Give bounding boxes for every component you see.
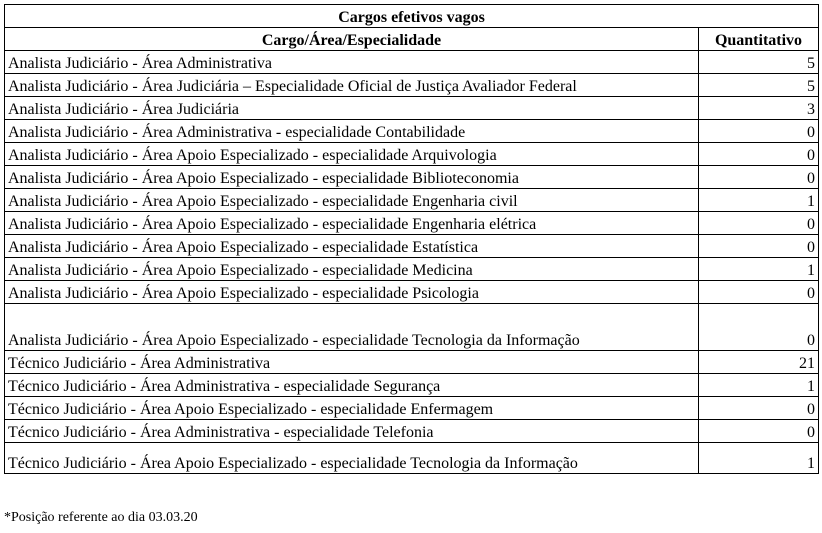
quantitativo-cell: 21 xyxy=(699,351,819,374)
cargo-cell: Analista Judiciário - Área Administrativa xyxy=(5,51,699,74)
footnote: *Posição referente ao dia 03.03.20 xyxy=(4,510,198,525)
table-row xyxy=(5,235,819,258)
table-row xyxy=(5,374,819,397)
quantitativo-cell: 0 xyxy=(699,143,819,166)
table-row xyxy=(5,143,819,166)
quantitativo-cell: 0 xyxy=(699,166,819,189)
cargo-cell: Analista Judiciário - Área Apoio Especializado - especialidade Arquivologia xyxy=(5,143,699,166)
cargo-cell: Analista Judiciário - Área Apoio Especializado - especialidade Engenharia civil xyxy=(5,189,699,212)
cargo-cell: Técnico Judiciário - Área Apoio Especializado - especialidade Tecnologia da Informação xyxy=(5,443,699,474)
quantitativo-cell: 1 xyxy=(699,189,819,212)
quantitativo-cell: 0 xyxy=(699,420,819,443)
table-title: Cargos efetivos vagos xyxy=(5,5,819,28)
cargo-cell: Analista Judiciário - Área Administrativa - especialidade Contabilidade xyxy=(5,120,699,143)
quantitativo-cell: 0 xyxy=(699,397,819,420)
table-row xyxy=(5,443,819,474)
quantitativo-cell: 0 xyxy=(699,304,819,351)
table-row xyxy=(5,51,819,74)
column-header-quantitativo: Quantitativo xyxy=(699,28,819,51)
table-row xyxy=(5,166,819,189)
cargo-cell: Analista Judiciário - Área Judiciária – Especialidade Oficial de Justiça Avaliador Federal xyxy=(5,74,699,97)
table-row xyxy=(5,397,819,420)
cargo-cell: Analista Judiciário - Área Apoio Especializado - especialidade Estatística xyxy=(5,235,699,258)
column-header-cargo: Cargo/Área/Especialidade xyxy=(5,28,699,51)
table-row xyxy=(5,212,819,235)
quantitativo-cell: 1 xyxy=(699,258,819,281)
cargo-cell: Técnico Judiciário - Área Administrativa - especialidade Segurança xyxy=(5,374,699,397)
cargo-cell: Analista Judiciário - Área Judiciária xyxy=(5,97,699,120)
quantitativo-cell: 0 xyxy=(699,281,819,304)
table-row xyxy=(5,304,819,351)
table-row xyxy=(5,281,819,304)
quantitativo-cell: 5 xyxy=(699,74,819,97)
quantitativo-cell: 0 xyxy=(699,212,819,235)
table-row xyxy=(5,74,819,97)
cargo-cell: Técnico Judiciário - Área Administrativa - especialidade Telefonia xyxy=(5,420,699,443)
cargo-cell: Analista Judiciário - Área Apoio Especializado - especialidade Psicologia xyxy=(5,281,699,304)
table-row xyxy=(5,120,819,143)
quantitativo-cell: 5 xyxy=(699,51,819,74)
quantitativo-cell: 0 xyxy=(699,235,819,258)
quantitativo-cell: 1 xyxy=(699,374,819,397)
table-header-row xyxy=(5,28,819,51)
cargo-cell: Analista Judiciário - Área Apoio Especializado - especialidade Medicina xyxy=(5,258,699,281)
table-row xyxy=(5,97,819,120)
vacancies-table-wrapper xyxy=(4,4,818,474)
table-row xyxy=(5,258,819,281)
quantitativo-cell: 1 xyxy=(699,443,819,474)
cargo-cell: Analista Judiciário - Área Apoio Especializado - especialidade Tecnologia da Informação xyxy=(5,304,699,351)
cargo-cell: Técnico Judiciário - Área Administrativa xyxy=(5,351,699,374)
cargo-cell: Analista Judiciário - Área Apoio Especializado - especialidade Biblioteconomia xyxy=(5,166,699,189)
quantitativo-cell: 3 xyxy=(699,97,819,120)
cargo-cell: Técnico Judiciário - Área Apoio Especializado - especialidade Enfermagem xyxy=(5,397,699,420)
table-row xyxy=(5,420,819,443)
cargo-cell: Analista Judiciário - Área Apoio Especializado - especialidade Engenharia elétrica xyxy=(5,212,699,235)
table-title-row xyxy=(5,5,819,28)
quantitativo-cell: 0 xyxy=(699,120,819,143)
vacancies-table xyxy=(4,4,819,474)
table-row xyxy=(5,351,819,374)
table-row xyxy=(5,189,819,212)
